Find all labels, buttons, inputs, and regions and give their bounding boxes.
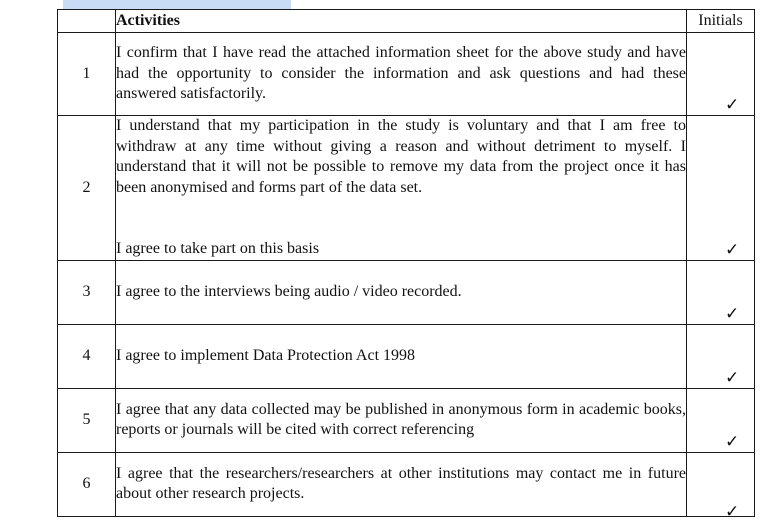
row-number: 4 [58, 324, 116, 388]
table-row [58, 324, 755, 388]
table-row [58, 33, 755, 116]
initials-cell[interactable] [687, 388, 755, 452]
activity-text: I agree that any data collected may be published in anonymous form in academic books, reports or journals will be cited with correct referencing [116, 388, 687, 452]
activities-column-header: Activities [116, 10, 687, 33]
initials-cell[interactable] [687, 116, 755, 261]
number-column-header [58, 10, 116, 33]
table-row [58, 388, 755, 452]
row-number: 2 [58, 116, 116, 261]
checkmark-icon: ✓ [725, 303, 740, 324]
initials-cell[interactable] [687, 452, 755, 522]
checkmark-icon: ✓ [725, 431, 740, 452]
table-row [58, 116, 755, 261]
checkmark-icon: ✓ [725, 239, 740, 260]
row-number: 5 [58, 388, 116, 452]
text-selection-highlight [63, 0, 291, 9]
checkmark-icon: ✓ [725, 95, 740, 115]
checkmark-icon: ✓ [725, 367, 740, 388]
activity-cell [116, 116, 687, 261]
row-number: 6 [58, 452, 116, 516]
activity-text: I understand that my participation in the study is voluntary and that I am free to withdraw at any time without giving a reason and without detriment to myself. I understand that it will not be possible to remove my data from the project once it has been anonymised and forms part of the data set. [116, 117, 686, 196]
initials-cell[interactable] [687, 260, 755, 324]
agreement-text: I agree to take part on this basis [116, 240, 320, 257]
table-header-row [58, 10, 755, 33]
activity-text: I agree to the interviews being audio / video recorded. [116, 260, 687, 324]
table-row [58, 452, 755, 516]
consent-form-table [57, 9, 755, 522]
row-number: 3 [58, 260, 116, 324]
activity-text: I confirm that I have read the attached information sheet for the above study and have had the opportunity to consider the information and ask questions and had these answered satisfactorily. [116, 33, 687, 116]
table-row [58, 260, 755, 324]
row-number: 1 [58, 33, 116, 116]
initials-cell[interactable] [687, 324, 755, 388]
activity-text: I agree to implement Data Protection Act 1998 [116, 324, 687, 388]
checkmark-icon: ✓ [725, 501, 740, 522]
initials-column-header: Initials [687, 10, 755, 33]
initials-cell[interactable] [687, 33, 755, 116]
activity-text: I agree that the researchers/researchers at other institutions may contact me in future about other research projects. [116, 452, 687, 516]
